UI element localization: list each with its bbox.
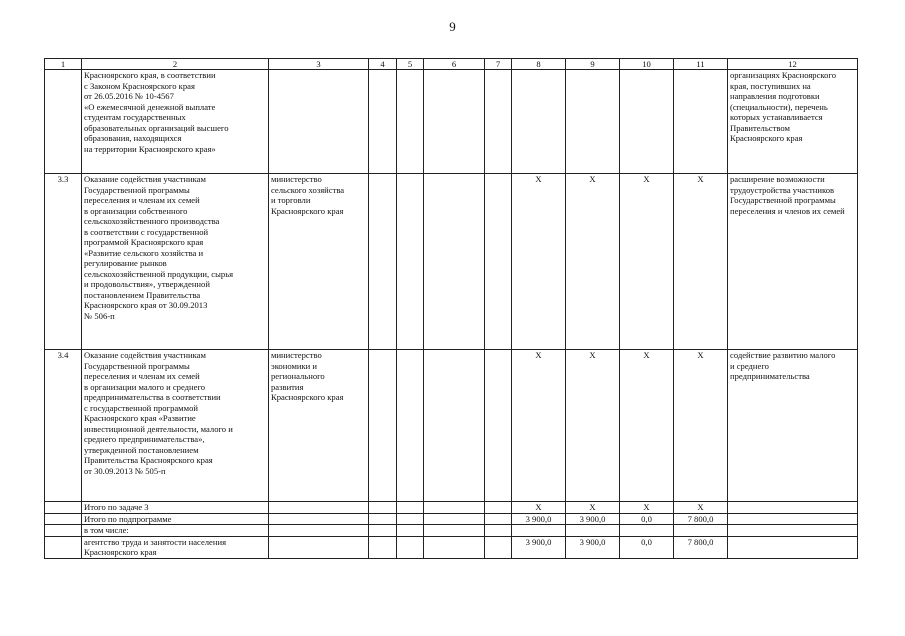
empty-cell: [424, 174, 485, 350]
value-cell: [674, 70, 728, 174]
table-row: [45, 350, 858, 502]
empty-cell: [369, 513, 397, 525]
row-number: [45, 525, 82, 537]
empty-cell: [485, 513, 512, 525]
empty-cell: [397, 502, 424, 514]
table-row: [45, 502, 858, 514]
empty-cell: [369, 70, 397, 174]
row-number: [45, 513, 82, 525]
value-cell: [512, 70, 566, 174]
value-cell: Х: [620, 174, 674, 350]
activity-name: Красноярского края, в соответствии с Законом Красноярского края от 26.05.2016 № 10-4567 «О ежемесячной денежной выплате студентам государственных образовательных организаций высшего образования, находящихся на территории Красноярского края»: [82, 70, 269, 174]
program-table: [44, 58, 858, 559]
agency-label: агентство труда и занятости населения Красноярского края: [82, 536, 269, 558]
executor: [269, 525, 369, 537]
value-cell: [620, 525, 674, 537]
total-label: Итого по подпрограмме: [82, 513, 269, 525]
row-number: 3.4: [45, 350, 82, 502]
empty-cell: [397, 350, 424, 502]
expected-result: расширение возможности трудоустройства участников Государственной программы переселения и членов их семей: [728, 174, 858, 350]
empty-cell: [397, 536, 424, 558]
column-header: 1: [45, 59, 82, 70]
value-cell: 3 900,0: [566, 536, 620, 558]
empty-cell: [485, 502, 512, 514]
column-header: 7: [485, 59, 512, 70]
page-number: 9: [449, 19, 456, 34]
value-cell: Х: [674, 502, 728, 514]
empty-cell: [485, 174, 512, 350]
empty-cell: [485, 70, 512, 174]
value-cell: [674, 525, 728, 537]
column-header: 8: [512, 59, 566, 70]
empty-cell: [397, 525, 424, 537]
value-cell: [512, 525, 566, 537]
table-row: [45, 536, 858, 558]
empty-cell: [397, 513, 424, 525]
column-header: 6: [424, 59, 485, 70]
table-row: [45, 174, 858, 350]
empty-cell: [424, 502, 485, 514]
column-header: 3: [269, 59, 369, 70]
value-cell: Х: [512, 350, 566, 502]
value-cell: Х: [620, 350, 674, 502]
table-row: [45, 513, 858, 525]
value-cell: Х: [512, 174, 566, 350]
total-label: Итого по задаче 3: [82, 502, 269, 514]
empty-cell: [424, 350, 485, 502]
column-header: 2: [82, 59, 269, 70]
empty-cell: [369, 174, 397, 350]
executor: министерство сельского хозяйства и торговли Красноярского края: [269, 174, 369, 350]
empty-cell: [485, 536, 512, 558]
value-cell: [566, 70, 620, 174]
expected-result: [728, 502, 858, 514]
executor: [269, 536, 369, 558]
value-cell: 3 900,0: [512, 513, 566, 525]
value-cell: Х: [512, 502, 566, 514]
expected-result: содействие развитию малого и среднего предпринимательства: [728, 350, 858, 502]
value-cell: Х: [620, 502, 674, 514]
value-cell: 0,0: [620, 536, 674, 558]
value-cell: Х: [674, 174, 728, 350]
expected-result: организациях Красноярского края, поступивших на направления подготовки (специальности), перечень которых устанавливается Правительством Красноярского края: [728, 70, 858, 174]
empty-cell: [424, 513, 485, 525]
expected-result: [728, 525, 858, 537]
executor: [269, 502, 369, 514]
executor: министерство экономики и регионального развития Красноярского края: [269, 350, 369, 502]
value-cell: 7 800,0: [674, 536, 728, 558]
empty-cell: [424, 525, 485, 537]
empty-cell: [485, 525, 512, 537]
executor: [269, 70, 369, 174]
row-number: 3.3: [45, 174, 82, 350]
table-row: [45, 525, 858, 537]
value-cell: Х: [566, 502, 620, 514]
row-number: [45, 536, 82, 558]
column-header: 9: [566, 59, 620, 70]
value-cell: 7 800,0: [674, 513, 728, 525]
subtotal-label: в том числе:: [82, 525, 269, 537]
column-header: 11: [674, 59, 728, 70]
expected-result: [728, 536, 858, 558]
value-cell: [566, 525, 620, 537]
empty-cell: [485, 350, 512, 502]
empty-cell: [369, 525, 397, 537]
column-header: 5: [397, 59, 424, 70]
empty-cell: [424, 70, 485, 174]
expected-result: [728, 513, 858, 525]
executor: [269, 513, 369, 525]
value-cell: 0,0: [620, 513, 674, 525]
row-number: [45, 502, 82, 514]
empty-cell: [369, 350, 397, 502]
activity-name: Оказание содействия участникам Государственной программы переселения и членам их семей в организации собственного сельскохозяйственного производства в соответствии с государственной программой Красноярского края «Развитие сельского хозяйства и регулирование рынков сельскохозяйственной продукции, сырья и продовольствия», утвержденной постановлением Правительства Красноярского края от 30.09.2013 № 506-п: [82, 174, 269, 350]
value-cell: Х: [566, 174, 620, 350]
column-header: 10: [620, 59, 674, 70]
empty-cell: [424, 536, 485, 558]
empty-cell: [397, 70, 424, 174]
empty-cell: [369, 502, 397, 514]
value-cell: Х: [566, 350, 620, 502]
value-cell: Х: [674, 350, 728, 502]
header-row: [45, 59, 858, 70]
column-header: 4: [369, 59, 397, 70]
activity-name: Оказание содействия участникам Государственной программы переселения и членам их семей в организации малого и среднего предпринимательства в соответствии с государственной программой Красноярского края «Развитие инвестиционной деятельности, малого и среднего предпринимательства», утвержденной постановлением Правительства Красноярского края от 30.09.2013 № 505-п: [82, 350, 269, 502]
empty-cell: [369, 536, 397, 558]
empty-cell: [397, 174, 424, 350]
value-cell: [620, 70, 674, 174]
value-cell: 3 900,0: [512, 536, 566, 558]
row-number: [45, 70, 82, 174]
table-row: [45, 70, 858, 174]
column-header: 12: [728, 59, 858, 70]
value-cell: 3 900,0: [566, 513, 620, 525]
